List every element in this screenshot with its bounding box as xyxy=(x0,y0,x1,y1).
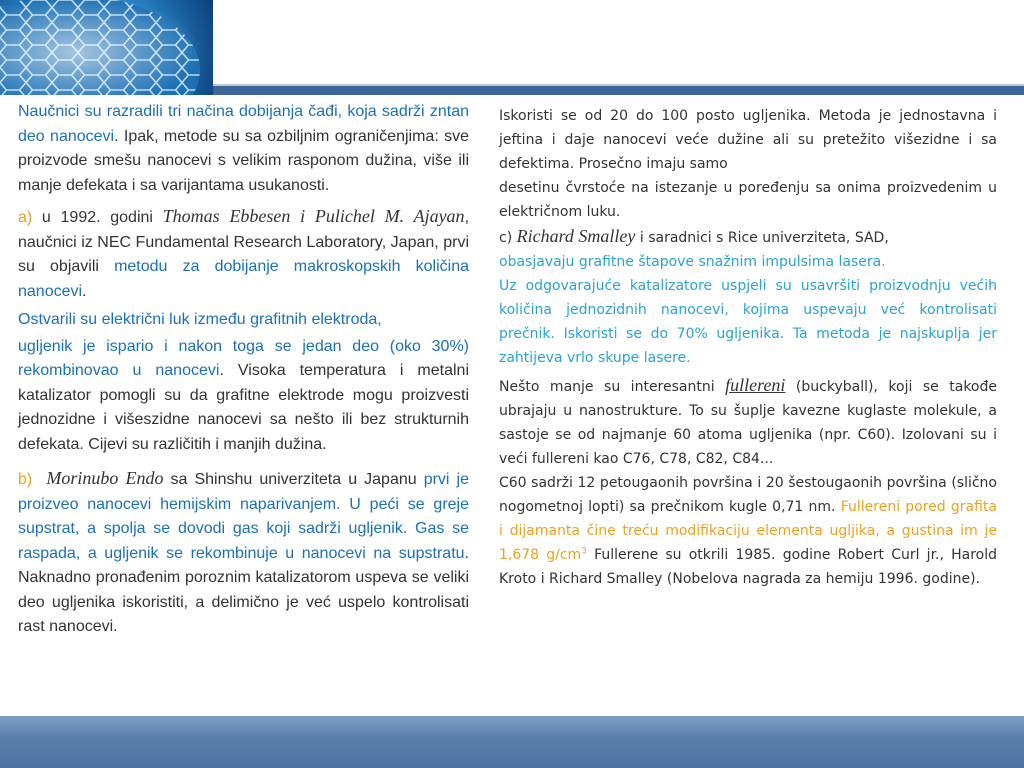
right-text-column xyxy=(499,104,997,591)
method-b-text: sa Shinshu univerziteta u Japanu xyxy=(163,471,424,488)
method-b-highlight: prvi je proizveo nanocevi hemijskim naparivanjem. U peći se greje supstrat, a spolja se dovodi gas koji sadrži ugljenik. Gas se raspada, a ugljenik se rekombinuje u nanocevi na supstratu xyxy=(18,471,469,562)
method-c-text: i saradnici s Rice univerziteta, SAD, xyxy=(635,230,889,246)
arc-highlight-1: Ostvarili su električni luk između grafitnih elektroda, xyxy=(18,311,382,328)
method-a-end: . xyxy=(82,282,87,300)
fullerene-text: Nešto manje su interesantni xyxy=(499,379,726,395)
method-a-text: u 1992. godini xyxy=(32,209,163,226)
fullerene-logo-image xyxy=(0,0,213,95)
laser-line: obasjavaju grafitne štapove snažnim impulsima lasera. xyxy=(499,254,886,270)
method-b-paragraph xyxy=(18,466,469,640)
c60-end: Fullerene su otkrili 1985. godine Robert Curl jr., Harold Kroto i Richard Smalley (Nobelova nagrada za hemiju 1996. godine). xyxy=(499,547,998,587)
arc-continuation-paragraph: Iskoristi se od 20 do 100 posto ugljenika. Metoda je jednostavna i jeftina i daje nanocevi veće dužine ali su pretežito višezidne i sa defektima. Prosečno imaju samo xyxy=(499,108,997,172)
intro-highlight: Naučnici su razradili tri načina dobijanja čađi, koja sadrži zntan deo nanocevi xyxy=(18,103,469,145)
method-c-label: c) xyxy=(499,230,517,246)
arc-highlight-2: ugljenik je ispario i nakon toga se jedan deo (oko 30%) rekombinovao u nanocevi xyxy=(18,337,469,379)
fullerene-paragraph xyxy=(499,373,997,471)
method-c-paragraph xyxy=(499,224,997,250)
intro-rest: . Ipak, metode su sa ozbiljnim ograničenjima: sve proizvode smešu nanocevi s velikim rasponom dužina, više ili manje defekata i sa varijantama usukanosti. xyxy=(18,127,470,194)
left-text-column xyxy=(18,100,469,640)
c60-text: C60 sadrži 12 petougaonih površina i 20 šestougaonih površina (slično nogometnoj lopti) sa prečnikom kugle 0,71 nm. xyxy=(499,475,997,515)
method-a-authors: Thomas Ebbesen i Pulichel M. Ajayan xyxy=(162,206,465,226)
header-divider-bar xyxy=(213,86,1024,95)
laser-detail: Uz odgovarajuće katalizatore uspjeli su usavršiti proizvodnju većih količina jednozidnih nanocevi, kojima uspevaju već kontrolisati prečnik. Iskoristi se do 70% ugljenika. Ta metoda je najskuplja jer zahtijeva vrlo skupe lasere. xyxy=(499,278,997,366)
fullerene-word: fullereni xyxy=(725,375,786,395)
method-a-highlight: metodu za dobijanje makroskopskih količina nanocevi xyxy=(18,258,469,300)
arc-paragraph-heading xyxy=(18,308,469,333)
fullerene-text-2: (buckyball), koji se takođe ubrajaju u nanostrukture. To su šuplje kavezne kuglaste molekule, a sastoje se od najmanje 60 atoma ugljenika (npr. C60). Izolovani su i veći fullereni kao C76, C78, C82, C84... xyxy=(499,379,997,467)
footer-bar xyxy=(0,716,1024,768)
arc-rest: . Visoka temperatura i metalni katalizator pomogli su da grafitne elektrode mogu proizvesti jednozidne i višeszidne nanocevi sa nešto ili bez strukturnih defekata. Cijevi su različitih i manjih dužina. xyxy=(18,362,469,453)
strength-paragraph: desetinu čvrstoće na istezanje u poređenju sa onima proizvedenim u električnom luku. xyxy=(499,180,997,220)
c60-superscript: 3 xyxy=(581,546,587,557)
method-a-paragraph xyxy=(18,204,469,304)
c60-paragraph xyxy=(499,471,997,591)
method-a-text-2: , naučnici iz NEC Fundamental Research Laboratory, Japan, prvi su objavili xyxy=(18,209,470,275)
intro-paragraph xyxy=(18,100,469,198)
method-b-author: Morinubo Endo xyxy=(46,468,164,488)
method-b-label: b) xyxy=(18,471,33,488)
method-b-rest: . Naknadno pronađenim poroznim katalizatorom uspeva se veliki deo ugljenika iskoristiti, a delimično je već uspelo kontrolisati rast nanocevi. xyxy=(18,544,469,635)
c60-highlight: Fullereni pored grafita i dijamanta čine treću modifikaciju elementa ugljika, a gustina im je 1,678 g/cm xyxy=(499,499,997,563)
method-c-author: Richard Smalley xyxy=(516,226,636,246)
method-a-label: a) xyxy=(18,209,33,226)
arc-paragraph xyxy=(18,335,469,458)
